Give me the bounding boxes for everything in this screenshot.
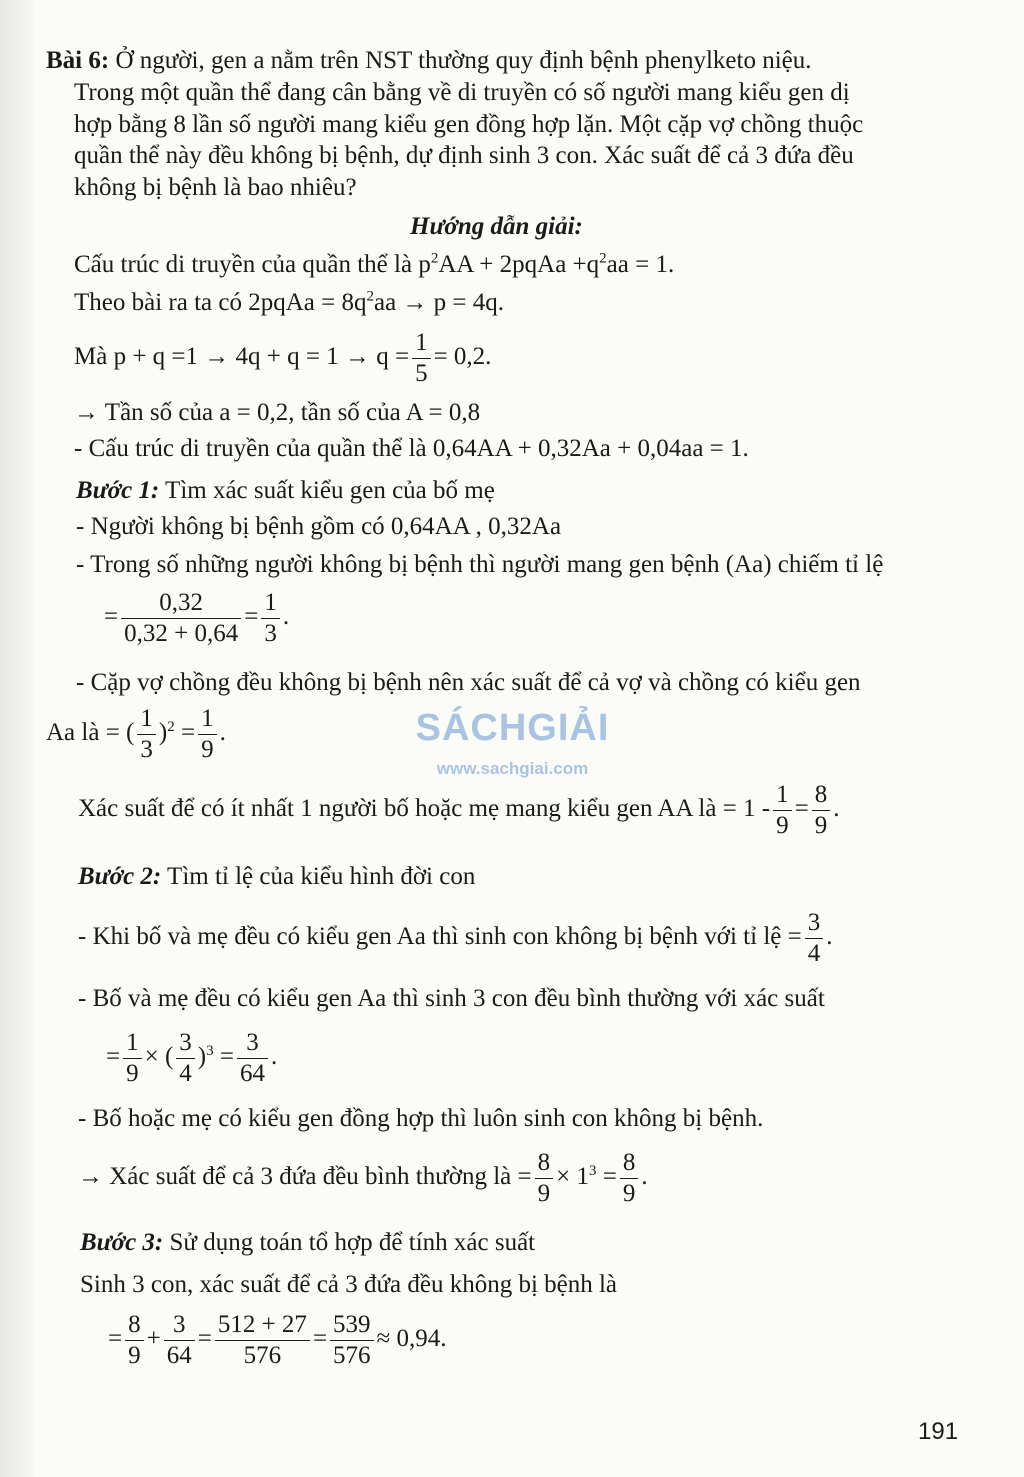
- book-spine-shadow: [0, 0, 34, 1477]
- solution-heading: Hướng dẫn giải:: [410, 213, 583, 240]
- fraction: $\frac{8}{9}$: [125, 1310, 144, 1371]
- fraction: $\frac{3}{64}$: [164, 1310, 195, 1371]
- watermark-url: www.sachgiai.com: [436, 759, 589, 778]
- problem-line-3: hợp bằng 8 lần số người mang kiểu gen đồng hợp lặn. Một cặp vợ chồng thuộc: [74, 111, 864, 138]
- step2-line-1: - Khi bố và mẹ đều có kiểu gen Aa thì sinh con không bị bệnh với tỉ lệ = $\frac{3}{4}$ .: [78, 909, 833, 967]
- fraction: $\frac{1}{9}$: [773, 780, 792, 841]
- step3-line-1: Sinh 3 con, xác suất để cả 3 đứa đều không bị bệnh là: [80, 1271, 618, 1298]
- step1-line-4: Aa là = ( $\frac{1}{3}$ )$^2$ = $\frac{1}{9}$ .: [46, 705, 226, 763]
- fraction: $\frac{1}{3}$: [137, 704, 156, 765]
- step2-heading: Bước 2: Tìm tỉ lệ của kiểu hình đời con: [78, 863, 476, 890]
- problem-line-5: không bị bệnh là bao nhiêu?: [74, 174, 357, 201]
- fraction: $\frac{8}{9}$: [535, 1148, 554, 1209]
- step2-line-3: - Bố hoặc mẹ có kiểu gen đồng hợp thì luôn sinh con không bị bệnh.: [78, 1105, 764, 1132]
- solution-line-1: Cấu trúc di truyền của quần thể là $p^2AA$ + 2pqAa $+q^2aa = 1$.: [74, 250, 675, 278]
- fraction: $\frac{1}{5}$: [412, 328, 431, 389]
- fraction: $\frac{512 + 27}{576}$: [215, 1310, 310, 1371]
- fraction: $\frac{3}{4}$: [176, 1028, 195, 1089]
- step3-heading: Bước 3: Sử dụng toán tổ hợp để tính xác suất: [80, 1229, 536, 1256]
- step2-line-4: → Xác suất để cả 3 đứa đều bình thường là = $\frac{8}{9}$ × $1^3$ = $\frac{8}{9}$ .: [78, 1149, 648, 1207]
- step2-formula: = $\frac{1}{9}$ × ( $\frac{3}{4}$ )$^3$ = $\frac{3}{64}$ .: [106, 1029, 278, 1087]
- fraction: $\frac{539}{576}$: [330, 1310, 374, 1371]
- step1-line-5: Xác suất để có ít nhất 1 người bố hoặc mẹ mang kiểu gen AA là = 1 - $\frac{1}{9}$ = $\frac{8}{9}$ .: [78, 781, 840, 839]
- solution-line-3: Mà p + q =1 → 4q + q = 1 → q = $\frac{1}{5}$ = 0,2.: [74, 329, 492, 387]
- fraction: $\frac{3}{64}$: [237, 1028, 268, 1089]
- solution-line-2: Theo bài ra ta có 2pqAa = $8q^2aa \to p = 4q$.: [74, 288, 505, 316]
- step2-line-2: - Bố và mẹ đều có kiểu gen Aa thì sinh 3 con đều bình thường với xác suất: [78, 985, 825, 1012]
- problem-line-4: quần thể này đều không bị bệnh, dự định sinh 3 con. Xác suất để cả 3 đứa đều: [74, 142, 854, 169]
- fraction: $\frac{0,32}{0,32 + 0,64}$: [121, 588, 241, 649]
- fraction: $\frac{1}{9}$: [198, 704, 217, 765]
- step1-heading: Bước 1: Tìm xác suất kiểu gen của bố mẹ: [76, 477, 495, 504]
- step1-line-3: - Cặp vợ chồng đều không bị bệnh nên xác suất để cả vợ và chồng có kiểu gen: [76, 669, 861, 696]
- fraction: $\frac{3}{4}$: [805, 908, 824, 969]
- fraction: $\frac{1}{3}$: [261, 588, 280, 649]
- page-number: 191: [918, 1418, 959, 1445]
- step3-formula: = $\frac{8}{9}$ + $\frac{3}{64}$ = $\frac{512 + 27}{576}$ = $\frac{539}{576}$ ≈ 0,94.: [108, 1311, 447, 1369]
- fraction: $\frac{1}{9}$: [123, 1028, 142, 1089]
- fraction: $\frac{8}{9}$: [812, 780, 831, 841]
- problem-line-2: Trong một quần thể đang cân bằng về di truyền có số người mang kiểu gen dị: [74, 79, 850, 106]
- step1-line-2: - Trong số những người không bị bệnh thì người mang gen bệnh (Aa) chiếm tỉ lệ: [76, 551, 884, 578]
- watermark: [410, 706, 615, 780]
- fraction: $\frac{8}{9}$: [620, 1148, 639, 1209]
- step1-formula-1: = $\frac{0,32}{0,32 + 0,64}$ = $\frac{1}{3}$ .: [104, 589, 290, 647]
- solution-line-4: → Tần số của a = 0,2, tần số của A = 0,8: [74, 399, 481, 426]
- problem-text: Ở người, gen a nằm trên NST thường quy định bệnh phenylketo niệu.: [109, 47, 812, 74]
- step1-line-1: - Người không bị bệnh gồm có 0,64AA , 0,32Aa: [76, 513, 562, 540]
- watermark-logo: SÁCHGIẢI: [415, 707, 610, 749]
- problem-line-1: [46, 46, 812, 76]
- solution-line-5: - Cấu trúc di truyền của quần thể là 0,64AA + 0,32Aa + 0,04aa = 1.: [74, 435, 749, 462]
- problem-label: Bài 6:: [46, 47, 110, 74]
